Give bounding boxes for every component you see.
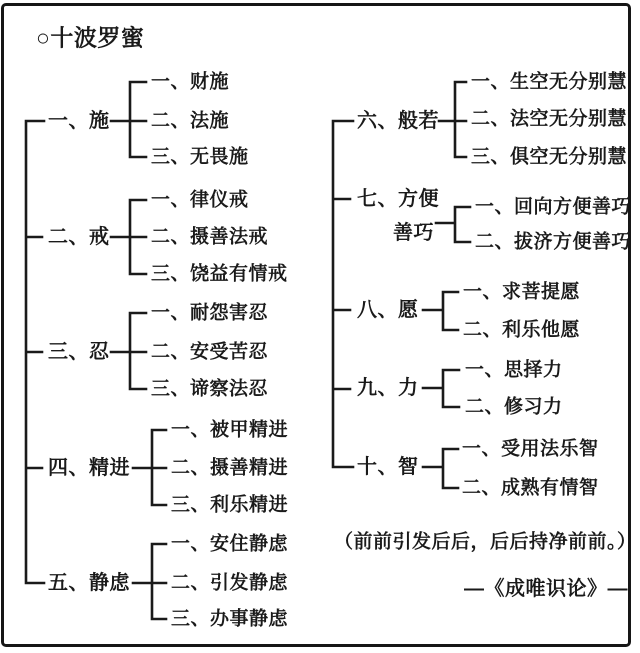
- sub-label-4-3: 三、利乐精进: [171, 494, 289, 516]
- sub-label-1-2: 二、法施: [151, 110, 230, 132]
- sub-label-6-2: 二、法空无分别慧: [471, 108, 628, 130]
- category-label-1: 一、施: [48, 110, 110, 132]
- sub-label-2-2: 二、摄善法戒: [151, 226, 269, 248]
- group-9-bracket: [423, 370, 459, 407]
- sub-label-9-1: 一、思择力: [465, 359, 563, 381]
- sub-label-2-1: 一、律仪戒: [151, 189, 249, 211]
- sub-label-3-3: 三、谛察法忍: [151, 378, 269, 400]
- group-8-bracket: [423, 292, 458, 330]
- category-label-4: 四、精进: [48, 457, 130, 479]
- group-1-bracket: [111, 82, 146, 157]
- group-5-bracket: [133, 544, 166, 619]
- sub-label-10-1: 一、受用法乐智: [462, 438, 599, 460]
- left-main-bracket: [26, 121, 44, 583]
- sub-label-1-1: 一、财施: [151, 71, 230, 93]
- right-main-bracket: [333, 121, 353, 467]
- sub-label-7-1: 一、回向方便善巧: [475, 196, 632, 218]
- sub-label-5-2: 二、引发静虑: [171, 572, 289, 594]
- diagram-title: ○十波罗蜜: [36, 24, 145, 51]
- sub-label-5-1: 一、安住静虑: [171, 533, 289, 555]
- group-6-bracket: [439, 82, 466, 157]
- category-label-8: 八、愿: [357, 299, 419, 321]
- sub-label-4-1: 一、被甲精进: [171, 419, 289, 441]
- source-attribution: —《成唯识论》—: [464, 578, 628, 600]
- group-10-bracket: [423, 449, 458, 488]
- sub-label-3-1: 一、耐怨害忍: [151, 302, 269, 324]
- category-label-7-line2: 善巧: [393, 222, 434, 244]
- category-label-9: 九、力: [357, 377, 419, 399]
- category-label-10: 十、智: [357, 456, 419, 478]
- category-label-2: 二、戒: [48, 226, 110, 248]
- category-label-5: 五、静虑: [48, 572, 130, 594]
- sub-label-8-2: 二、利乐他愿: [463, 319, 581, 341]
- sub-label-1-3: 三、无畏施: [151, 146, 249, 168]
- group-7-bracket: [436, 207, 470, 242]
- sub-label-6-1: 一、生空无分别慧: [471, 71, 628, 93]
- category-label-3: 三、忍: [48, 341, 110, 363]
- category-label-6: 六、般若: [357, 110, 439, 132]
- sub-label-9-2: 二、修习力: [465, 396, 563, 418]
- group-4-bracket: [133, 430, 166, 505]
- closing-note: （前前引发后后，后后持净前前。）: [334, 531, 637, 553]
- sub-label-7-2: 二、拔济方便善巧: [475, 231, 632, 253]
- sub-label-6-3: 三、俱空无分别慧: [471, 146, 628, 168]
- sub-label-8-1: 一、求菩提愿: [463, 281, 581, 303]
- sub-label-5-3: 三、办事静虑: [171, 608, 289, 630]
- sub-label-4-2: 二、摄善精进: [171, 457, 289, 479]
- sub-label-3-2: 二、安受苦忍: [151, 341, 269, 363]
- sub-label-10-2: 二、成熟有情智: [462, 477, 599, 499]
- category-label-7: 七、方便: [357, 188, 439, 210]
- group-2-bracket: [111, 200, 146, 274]
- group-3-bracket: [111, 313, 146, 389]
- sub-label-2-3: 三、饶益有情戒: [151, 263, 288, 285]
